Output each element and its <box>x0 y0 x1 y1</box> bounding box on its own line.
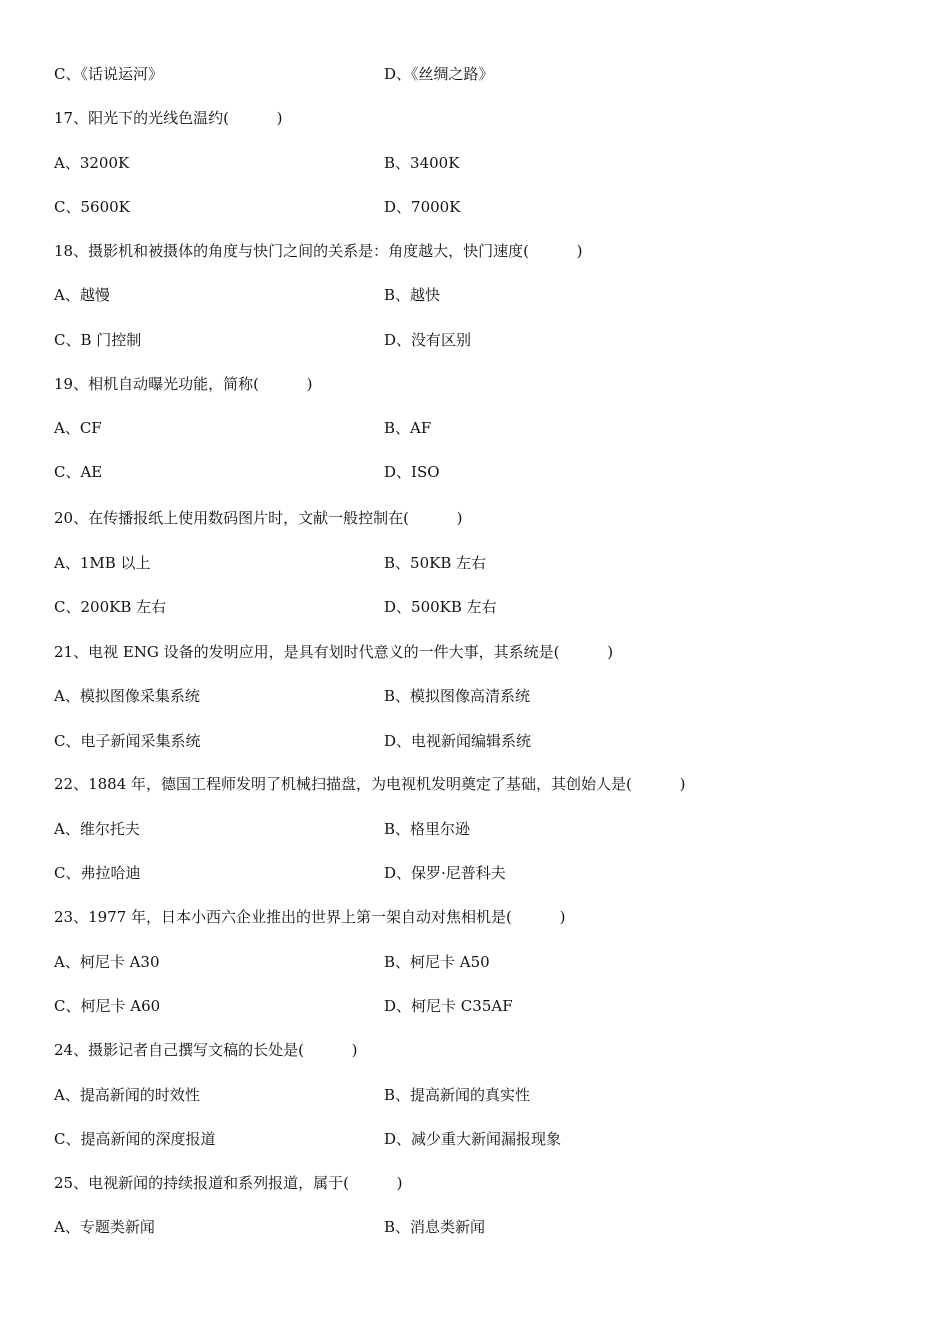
option-c-q20: C、200KB 左右 <box>54 598 167 616</box>
question-19: 19、相机自动曝光功能，简称( ) <box>54 375 313 393</box>
option-a-q17: A、3200K <box>54 154 130 172</box>
option-c-q22: C、弗拉哈迪 <box>54 864 141 882</box>
option-b-q21: B、模拟图像高清系统 <box>384 687 531 705</box>
option-d-q18: D、没有区别 <box>384 331 472 349</box>
option-d-q20: D、500KB 左右 <box>384 598 497 616</box>
question-18: 18、摄影机和被摄体的角度与快门之间的关系是：角度越大，快门速度( ) <box>54 242 583 260</box>
option-b-q17: B、3400K <box>384 154 460 172</box>
question-21: 21、电视 ENG 设备的发明应用，是具有划时代意义的一件大事，其系统是( ) <box>54 643 614 661</box>
option-c-q23: C、柯尼卡 A60 <box>54 997 161 1015</box>
question-25: 25、电视新闻的持续报道和系列报道，属于( ) <box>54 1174 403 1192</box>
question-22: 22、1884 年，德国工程师发明了机械扫描盘，为电视机发明奠定了基础，其创始人是( ) <box>54 775 686 793</box>
option-d-q24: D、减少重大新闻漏报现象 <box>384 1130 562 1148</box>
option-d-q17: D、7000K <box>384 198 461 216</box>
question-17: 17、阳光下的光线色温约( ) <box>54 109 283 127</box>
option-c-q21: C、电子新闻采集系统 <box>54 732 201 750</box>
option-b-q23: B、柯尼卡 A50 <box>384 953 490 971</box>
option-d-q19: D、ISO <box>384 463 440 481</box>
option-c-q19: C、AE <box>54 463 103 481</box>
question-23: 23、1977 年，日本小西六企业推出的世界上第一架自动对焦相机是( ) <box>54 908 566 926</box>
option-a-q24: A、提高新闻的时效性 <box>54 1086 200 1104</box>
option-d-q21: D、电视新闻编辑系统 <box>384 732 532 750</box>
option-b-q22: B、格里尔逊 <box>384 820 471 838</box>
option-a-q20: A、1MB 以上 <box>54 554 151 572</box>
option-d-q22: D、保罗·尼普科夫 <box>384 864 506 882</box>
option-a-q21: A、模拟图像采集系统 <box>54 687 200 705</box>
option-c-q18: C、B 门控制 <box>54 331 142 349</box>
question-20: 20、在传播报纸上使用数码图片时，文献一般控制在( ) <box>54 509 463 527</box>
option-d-q16: D、《丝绸之路》 <box>384 65 494 83</box>
option-d-q23: D、柯尼卡 C35AF <box>384 997 513 1015</box>
option-b-q18: B、越快 <box>384 286 441 304</box>
option-a-q25: A、专题类新闻 <box>54 1218 155 1236</box>
option-b-q20: B、50KB 左右 <box>384 554 487 572</box>
option-c-q17: C、5600K <box>54 198 130 216</box>
option-a-q19: A、CF <box>54 419 102 437</box>
option-b-q24: B、提高新闻的真实性 <box>384 1086 531 1104</box>
option-c-q24: C、提高新闻的深度报道 <box>54 1130 216 1148</box>
option-a-q22: A、维尔托夫 <box>54 820 140 838</box>
option-c-q16: C、《话说运河》 <box>54 65 163 83</box>
option-b-q25: B、消息类新闻 <box>384 1218 486 1236</box>
option-a-q23: A、柯尼卡 A30 <box>54 953 160 971</box>
option-a-q18: A、越慢 <box>54 286 110 304</box>
question-24: 24、摄影记者自己撰写文稿的长处是( ) <box>54 1041 358 1059</box>
option-b-q19: B、AF <box>384 419 432 437</box>
